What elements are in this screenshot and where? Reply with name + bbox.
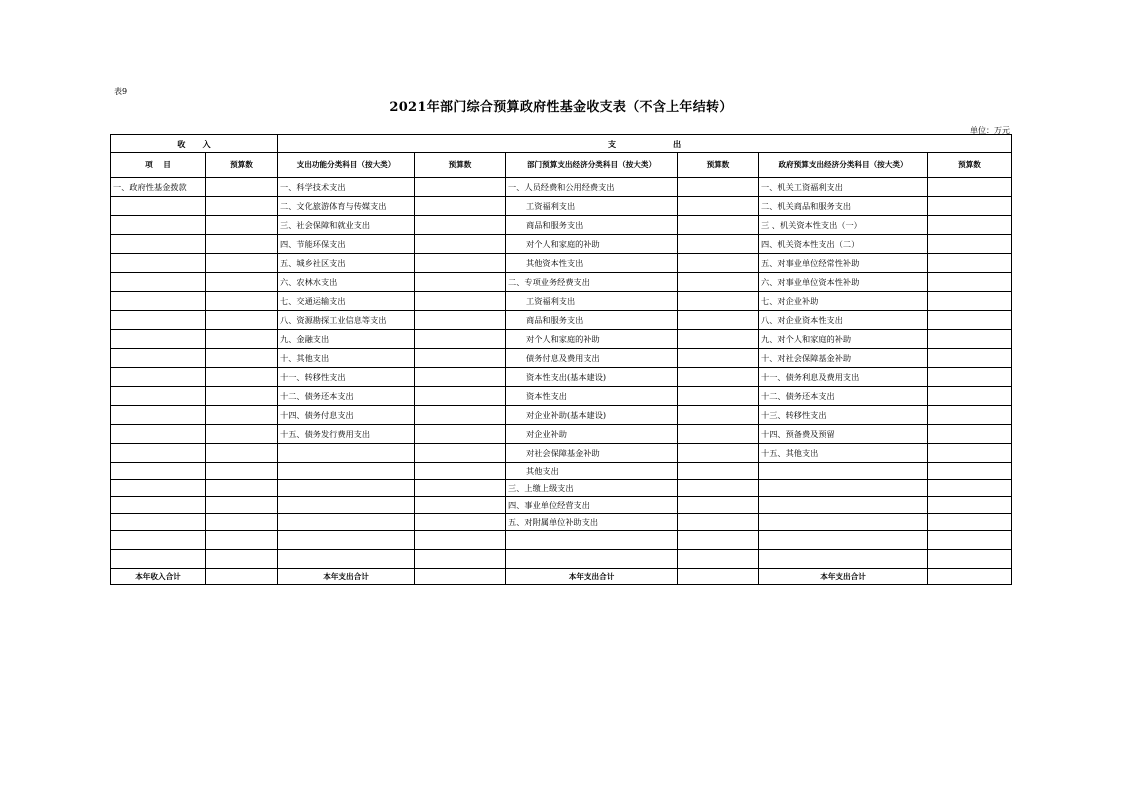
income-budget-cell [206, 368, 278, 387]
totals-row [111, 569, 1012, 585]
gov-budget-cell [928, 497, 1012, 514]
income-item-cell [111, 514, 206, 531]
gov-budget-cell [928, 514, 1012, 531]
func-budget-cell [415, 197, 506, 216]
dept-econ-header: 部门预算支出经济分类科目（按大类） [506, 153, 678, 178]
dept-econ-cell: 资本性支出 [506, 387, 678, 406]
table-row [111, 387, 1012, 406]
gov-econ-cell [759, 463, 928, 480]
income-budget-cell [206, 406, 278, 425]
dept-budget-cell [678, 235, 759, 254]
func-budget-cell [415, 178, 506, 197]
func-class-cell: 十四、债务付息支出 [278, 406, 415, 425]
dept-econ-cell: 对个人和家庭的补助 [506, 330, 678, 349]
gov-budget-cell [928, 292, 1012, 311]
gov-econ-cell: 六、对事业单位资本性补助 [759, 273, 928, 292]
dept-budget-cell [678, 273, 759, 292]
gov-econ-cell [759, 550, 928, 569]
income-total-value [206, 569, 278, 585]
budget-header: 预算数 [678, 153, 759, 178]
table-row [111, 463, 1012, 480]
table-row [111, 550, 1012, 569]
gov-budget-cell [928, 235, 1012, 254]
dept-budget-cell [678, 444, 759, 463]
func-class-cell: 四、节能环保支出 [278, 235, 415, 254]
income-item-cell [111, 531, 206, 550]
income-item-cell [111, 497, 206, 514]
func-budget-cell [415, 425, 506, 444]
gov-budget-cell [928, 368, 1012, 387]
func-class-cell: 十一、转移性支出 [278, 368, 415, 387]
gov-budget-cell [928, 444, 1012, 463]
income-budget-cell [206, 531, 278, 550]
income-item-cell [111, 387, 206, 406]
income-item-cell [111, 368, 206, 387]
table-row [111, 425, 1012, 444]
top-header-row [111, 135, 1012, 153]
func-budget-cell [415, 387, 506, 406]
gov-econ-cell: 九、对个人和家庭的补助 [759, 330, 928, 349]
func-class-cell [278, 550, 415, 569]
income-budget-cell [206, 273, 278, 292]
dept-budget-cell [678, 387, 759, 406]
table-row [111, 330, 1012, 349]
func-budget-cell [415, 406, 506, 425]
gov-econ-header: 政府预算支出经济分类科目（按大类） [759, 153, 928, 178]
dept-econ-cell: 其他资本性支出 [506, 254, 678, 273]
income-item-cell [111, 254, 206, 273]
income-item-cell [111, 216, 206, 235]
income-budget-cell [206, 292, 278, 311]
column-header-row [111, 153, 1012, 178]
dept-budget-cell [678, 425, 759, 444]
dept-budget-cell [678, 178, 759, 197]
income-budget-cell [206, 235, 278, 254]
gov-econ-cell: 五、对事业单位经常性补助 [759, 254, 928, 273]
dept-budget-cell [678, 497, 759, 514]
gov-budget-cell [928, 273, 1012, 292]
dept-econ-cell: 二、专项业务经费支出 [506, 273, 678, 292]
income-item-cell [111, 550, 206, 569]
income-budget-cell [206, 178, 278, 197]
budget-header: 预算数 [415, 153, 506, 178]
dept-econ-cell: 对企业补助(基本建设) [506, 406, 678, 425]
func-class-cell [278, 463, 415, 480]
gov-budget-cell [928, 330, 1012, 349]
func-budget-cell [415, 216, 506, 235]
dept-econ-cell: 对企业补助 [506, 425, 678, 444]
table-row [111, 406, 1012, 425]
table-row [111, 480, 1012, 497]
func-class-cell: 十、其他支出 [278, 349, 415, 368]
income-budget-cell [206, 550, 278, 569]
income-budget-cell [206, 463, 278, 480]
gov-total-label: 本年支出合计 [759, 569, 928, 585]
gov-econ-cell: 十五、其他支出 [759, 444, 928, 463]
dept-econ-cell: 三、上缴上级支出 [506, 480, 678, 497]
income-budget-cell [206, 514, 278, 531]
dept-budget-cell [678, 330, 759, 349]
func-class-cell: 七、交通运输支出 [278, 292, 415, 311]
income-item-cell [111, 197, 206, 216]
gov-econ-cell: 八、对企业资本性支出 [759, 311, 928, 330]
func-budget-cell [415, 311, 506, 330]
func-class-cell [278, 497, 415, 514]
dept-econ-cell: 四、事业单位经营支出 [506, 497, 678, 514]
gov-econ-cell: 七、对企业补助 [759, 292, 928, 311]
income-budget-cell [206, 387, 278, 406]
table-row [111, 254, 1012, 273]
expense-header: 支 出 [278, 135, 1012, 153]
income-item-cell [111, 330, 206, 349]
gov-budget-cell [928, 254, 1012, 273]
gov-econ-cell [759, 531, 928, 550]
dept-econ-cell: 五、对附属单位补助支出 [506, 514, 678, 531]
income-budget-cell [206, 254, 278, 273]
func-class-cell: 九、金融支出 [278, 330, 415, 349]
table-row [111, 311, 1012, 330]
dept-budget-cell [678, 463, 759, 480]
func-class-cell: 十五、债务发行费用支出 [278, 425, 415, 444]
func-total-value [415, 569, 506, 585]
gov-total-value [928, 569, 1012, 585]
func-class-cell: 一、科学技术支出 [278, 178, 415, 197]
gov-budget-cell [928, 425, 1012, 444]
dept-budget-cell [678, 197, 759, 216]
gov-econ-cell: 十四、预备费及预留 [759, 425, 928, 444]
gov-econ-cell: 四、机关资本性支出（二） [759, 235, 928, 254]
budget-header: 预算数 [928, 153, 1012, 178]
func-class-cell: 六、农林水支出 [278, 273, 415, 292]
gov-budget-cell [928, 387, 1012, 406]
table-row [111, 349, 1012, 368]
income-item-cell [111, 463, 206, 480]
gov-econ-cell: 三 、机关资本性支出（一） [759, 216, 928, 235]
gov-budget-cell [928, 480, 1012, 497]
dept-econ-cell [506, 550, 678, 569]
table-row [111, 235, 1012, 254]
table-row [111, 497, 1012, 514]
gov-econ-cell: 一、机关工资福利支出 [759, 178, 928, 197]
func-budget-cell [415, 349, 506, 368]
gov-econ-cell [759, 497, 928, 514]
dept-econ-cell: 对社会保障基金补助 [506, 444, 678, 463]
budget-table [110, 134, 1012, 585]
income-budget-cell [206, 311, 278, 330]
func-budget-cell [415, 273, 506, 292]
table-row [111, 273, 1012, 292]
income-budget-cell [206, 349, 278, 368]
budget-header: 预算数 [206, 153, 278, 178]
dept-econ-cell: 资本性支出(基本建设) [506, 368, 678, 387]
func-budget-cell [415, 531, 506, 550]
func-total-label: 本年支出合计 [278, 569, 415, 585]
table-row [111, 216, 1012, 235]
income-budget-cell [206, 497, 278, 514]
table-row [111, 368, 1012, 387]
dept-budget-cell [678, 514, 759, 531]
gov-budget-cell [928, 463, 1012, 480]
func-budget-cell [415, 514, 506, 531]
income-item-cell [111, 349, 206, 368]
item-header: 项 目 [111, 153, 206, 178]
income-total-label: 本年收入合计 [111, 569, 206, 585]
gov-econ-cell: 十、对社会保障基金补助 [759, 349, 928, 368]
gov-econ-cell [759, 514, 928, 531]
dept-total-label: 本年支出合计 [506, 569, 678, 585]
income-budget-cell [206, 197, 278, 216]
func-class-cell [278, 444, 415, 463]
dept-econ-cell: 商品和服务支出 [506, 311, 678, 330]
gov-budget-cell [928, 531, 1012, 550]
func-class-cell [278, 531, 415, 550]
income-budget-cell [206, 330, 278, 349]
gov-econ-cell: 十二、债务还本支出 [759, 387, 928, 406]
table-row [111, 531, 1012, 550]
dept-budget-cell [678, 406, 759, 425]
func-class-cell: 二、文化旅游体育与传媒支出 [278, 197, 415, 216]
gov-budget-cell [928, 349, 1012, 368]
func-class-cell: 三、社会保障和就业支出 [278, 216, 415, 235]
func-class-cell: 八、资源勘探工业信息等支出 [278, 311, 415, 330]
table-row [111, 292, 1012, 311]
income-item-cell [111, 444, 206, 463]
func-class-cell: 五、城乡社区支出 [278, 254, 415, 273]
income-item-cell: 一、政府性基金拨款 [111, 178, 206, 197]
income-budget-cell [206, 216, 278, 235]
income-item-cell [111, 273, 206, 292]
dept-budget-cell [678, 480, 759, 497]
gov-econ-cell: 二、机关商品和服务支出 [759, 197, 928, 216]
func-budget-cell [415, 235, 506, 254]
income-item-cell [111, 425, 206, 444]
unit-label: 单位：万元 [970, 126, 1010, 135]
func-class-cell [278, 480, 415, 497]
gov-budget-cell [928, 311, 1012, 330]
func-budget-cell [415, 444, 506, 463]
table-row [111, 514, 1012, 531]
income-item-cell [111, 311, 206, 330]
dept-budget-cell [678, 349, 759, 368]
income-item-cell [111, 406, 206, 425]
func-budget-cell [415, 368, 506, 387]
table-row [111, 197, 1012, 216]
func-class-cell: 十二、债务还本支出 [278, 387, 415, 406]
dept-budget-cell [678, 311, 759, 330]
gov-budget-cell [928, 197, 1012, 216]
func-budget-cell [415, 497, 506, 514]
func-budget-cell [415, 330, 506, 349]
func-budget-cell [415, 463, 506, 480]
table-row [111, 178, 1012, 197]
dept-budget-cell [678, 368, 759, 387]
func-class-header: 支出功能分类科目（按大类） [278, 153, 415, 178]
dept-econ-cell: 工资福利支出 [506, 292, 678, 311]
income-budget-cell [206, 480, 278, 497]
dept-econ-cell: 其他支出 [506, 463, 678, 480]
income-budget-cell [206, 444, 278, 463]
gov-econ-cell [759, 480, 928, 497]
income-budget-cell [206, 425, 278, 444]
gov-econ-cell: 十一、债务利息及费用支出 [759, 368, 928, 387]
table-number: 表9 [114, 87, 128, 96]
dept-econ-cell: 对个人和家庭的补助 [506, 235, 678, 254]
func-budget-cell [415, 550, 506, 569]
gov-econ-cell: 十三、转移性支出 [759, 406, 928, 425]
gov-budget-cell [928, 216, 1012, 235]
gov-budget-cell [928, 550, 1012, 569]
dept-econ-cell: 债务付息及费用支出 [506, 349, 678, 368]
dept-econ-cell: 工资福利支出 [506, 197, 678, 216]
func-budget-cell [415, 254, 506, 273]
dept-budget-cell [678, 292, 759, 311]
func-class-cell [278, 514, 415, 531]
func-budget-cell [415, 292, 506, 311]
income-header: 收 入 [111, 135, 278, 153]
dept-budget-cell [678, 216, 759, 235]
income-item-cell [111, 480, 206, 497]
page-title: 2021年部门综合预算政府性基金收支表（不含上年结转） [389, 100, 733, 115]
gov-budget-cell [928, 178, 1012, 197]
dept-budget-cell [678, 254, 759, 273]
gov-budget-cell [928, 406, 1012, 425]
dept-econ-cell: 一、人员经费和公用经费支出 [506, 178, 678, 197]
dept-total-value [678, 569, 759, 585]
income-item-cell [111, 235, 206, 254]
func-budget-cell [415, 480, 506, 497]
dept-econ-cell [506, 531, 678, 550]
income-item-cell [111, 292, 206, 311]
dept-budget-cell [678, 531, 759, 550]
dept-budget-cell [678, 550, 759, 569]
table-row [111, 444, 1012, 463]
dept-econ-cell: 商品和服务支出 [506, 216, 678, 235]
